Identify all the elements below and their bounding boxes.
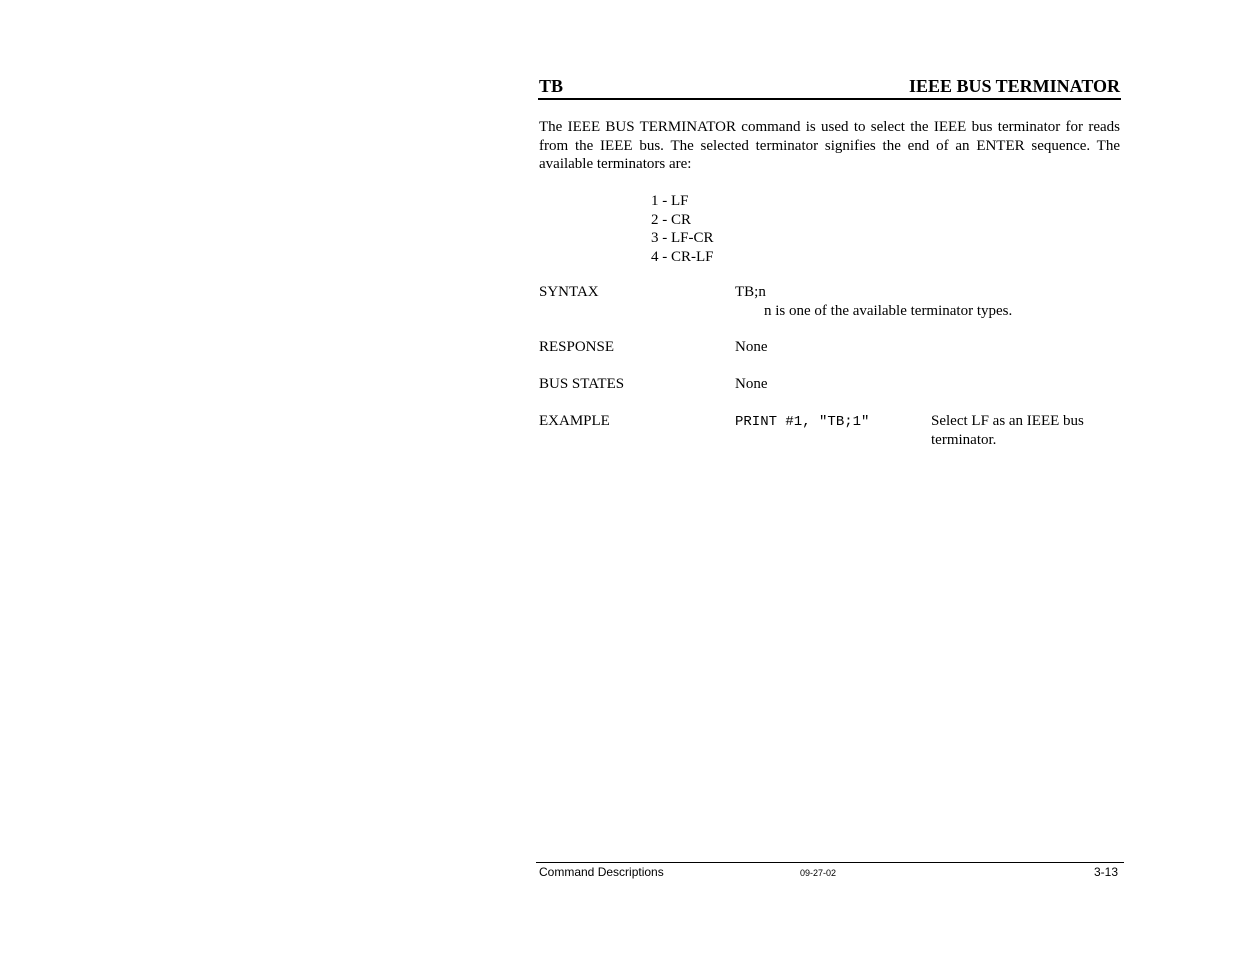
list-item: 4 - CR-LF <box>651 248 714 265</box>
page-number: 3-13 <box>1094 865 1119 879</box>
terminator-list <box>651 192 714 266</box>
list-item: 3 - LF-CR <box>651 230 714 246</box>
bus-states-value: None <box>735 376 768 392</box>
page-header <box>538 75 1121 100</box>
response-label: RESPONSE <box>539 339 615 355</box>
list-item: 1 - LF <box>651 193 689 209</box>
list-item: 2 - CR <box>651 211 692 228</box>
syntax-value: TB;n <box>735 284 766 300</box>
intro-paragraph: The IEEE BUS TERMINATOR command is used to select the IEEE bus terminator for reads from the IEEE bus. The selected terminator signifies the end of an ENTER sequence. The available terminators are: <box>539 119 1120 172</box>
command-code: TB <box>539 76 564 96</box>
footer-divider <box>536 862 1124 863</box>
syntax-description: n is one of the available terminator types. <box>764 303 1013 319</box>
footer-section: Command Descriptions <box>539 865 664 879</box>
example-description: Select LF as an IEEE bus terminator. <box>931 413 1084 448</box>
response-value: None <box>735 339 768 355</box>
example-code: PRINT #1, "TB;1" <box>735 414 870 430</box>
command-title: IEEE BUS TERMINATOR <box>908 76 1120 96</box>
bus-states-label: BUS STATES <box>539 376 625 392</box>
footer-date: 09-27-02 <box>800 868 837 878</box>
example-label: EXAMPLE <box>539 413 610 429</box>
syntax-label: SYNTAX <box>539 284 599 300</box>
